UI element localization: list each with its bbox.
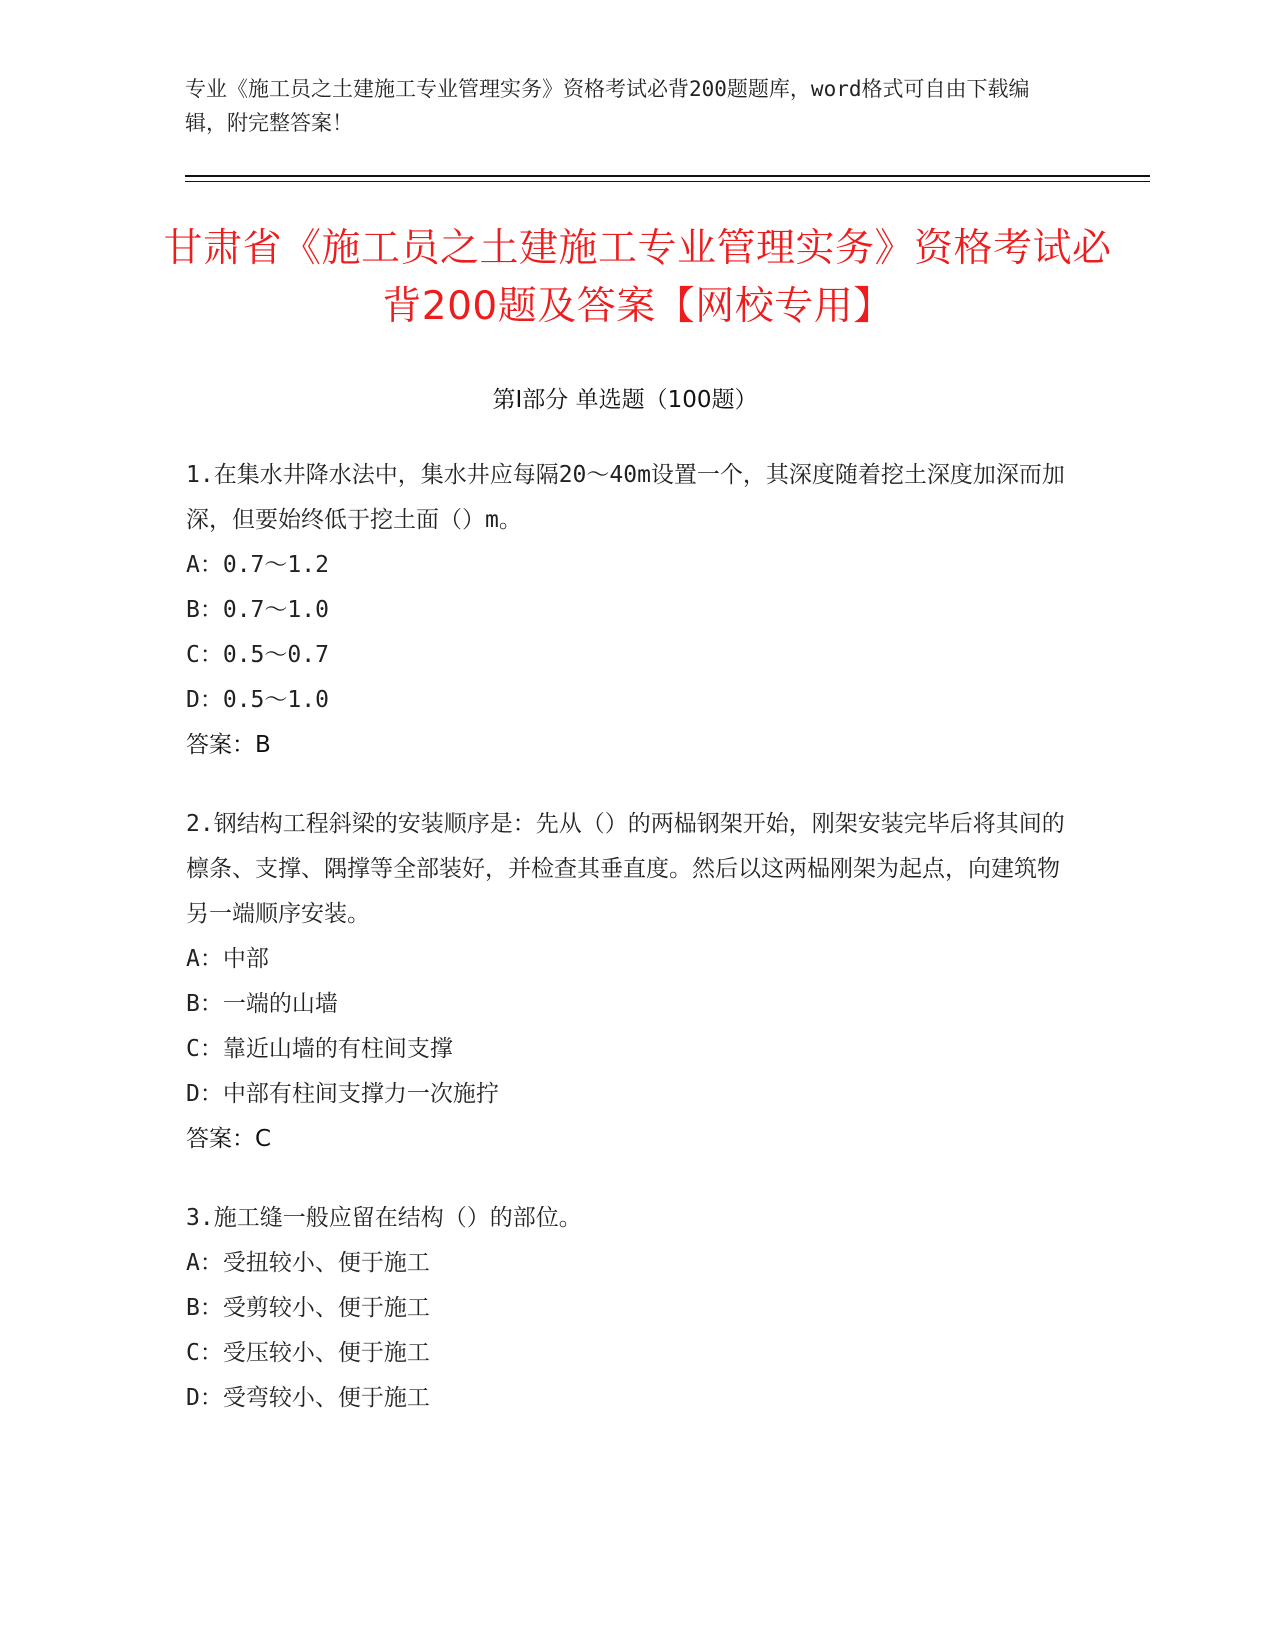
option-a: A：0.7～1.2 [186, 552, 329, 578]
section-title: 第Ⅰ部分 单选题（100题） [492, 387, 758, 413]
question-1 [186, 453, 1066, 768]
question-stem: 3.施工缝一般应留在结构（）的部位。 [186, 1205, 582, 1231]
question-stem: 2.钢结构工程斜梁的安装顺序是：先从（）的两榀钢架开始，刚架安装完毕后将其间的檩条、支撑、隅撑等全部装好，并检查其垂直度。然后以这两榀刚架为起点，向建筑物另一端顺序安装。 [186, 811, 1065, 927]
option-c: C：靠近山墙的有柱间支撑 [186, 1036, 453, 1062]
header-divider-thin [185, 181, 1150, 182]
option-b: B：一端的山墙 [186, 991, 338, 1017]
option-b: B：受剪较小、便于施工 [186, 1295, 430, 1321]
option-d: D：中部有柱间支撑力一次施拧 [186, 1081, 499, 1107]
header-divider-thick [185, 175, 1150, 177]
document-title: 甘肃省《施工员之土建施工专业管理实务》资格考试必背200题及答案【网校专用】 [163, 226, 1112, 329]
question-3 [186, 1196, 1066, 1421]
question-2 [186, 802, 1066, 1162]
option-c: C：0.5～0.7 [186, 642, 329, 668]
header-note: 专业《施工员之土建施工专业管理实务》资格考试必背200题题库，word格式可自由下载编辑，附完整答案！ [185, 77, 1030, 135]
question-stem: 1.在集水井降水法中，集水井应每隔20～40m设置一个，其深度随着挖土深度加深而加深，但要始终低于挖土面（）m。 [186, 462, 1065, 533]
option-a: A：中部 [186, 946, 269, 972]
option-d: D：受弯较小、便于施工 [186, 1385, 430, 1411]
option-a: A：受扭较小、便于施工 [186, 1250, 430, 1276]
answer-line: 答案：B [186, 732, 271, 758]
option-c: C：受压较小、便于施工 [186, 1340, 430, 1366]
option-d: D：0.5～1.0 [186, 687, 329, 713]
answer-line: 答案：C [186, 1126, 272, 1152]
option-b: B：0.7～1.0 [186, 597, 329, 623]
